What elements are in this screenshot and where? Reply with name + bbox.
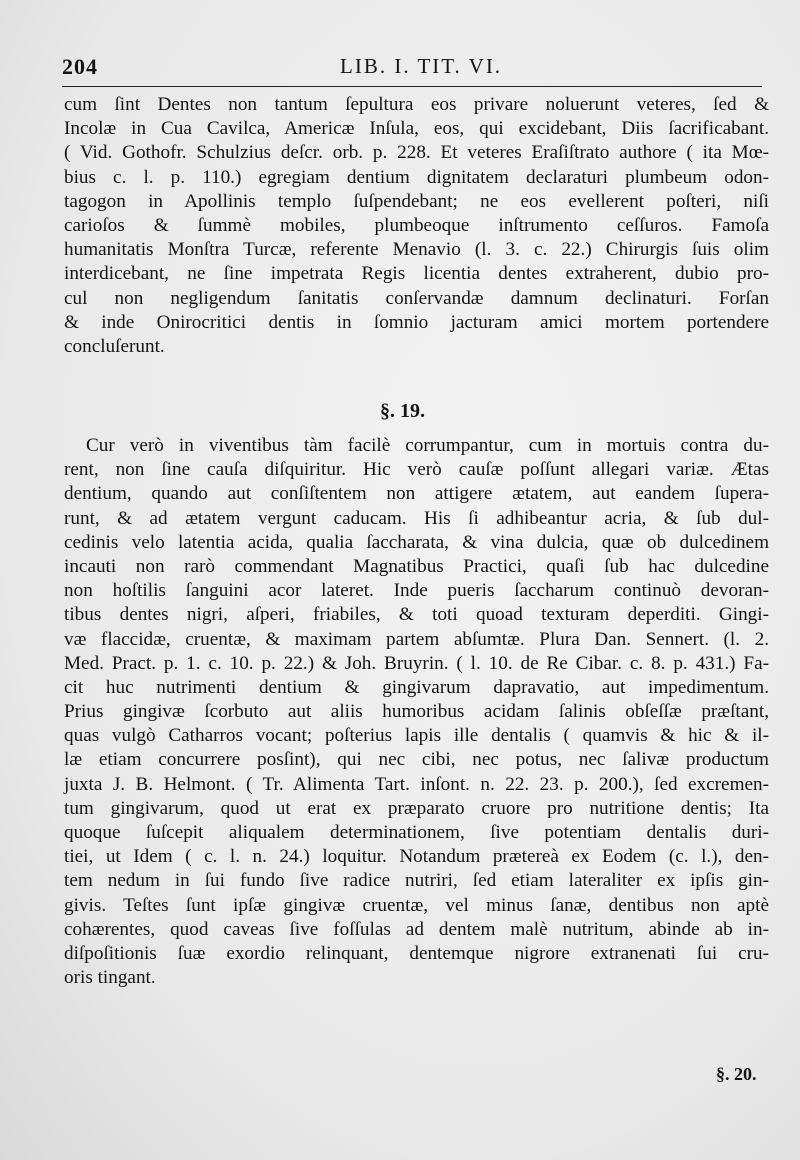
page-number: 204: [62, 54, 98, 79]
section-heading: §. 19.: [380, 400, 425, 422]
text-line: quoque ſuſcepit aliqualem determinationem, ſive potentiam dentalis duri-: [64, 822, 769, 843]
paragraph-2: [64, 434, 769, 990]
text-line: & inde Onirocritici dentis in ſomnio jacturam amici mortem portendere: [64, 311, 769, 333]
text-line: tiei, ut Idem ( c. l. n. 24.) loquitur. Notandum prætereà ex Eodem (c. l.), den-: [64, 846, 769, 868]
text-line: concluſerunt.: [64, 335, 165, 357]
running-head: LIB. I. TIT. VI.: [340, 54, 503, 78]
text-line: runt, & ad ætatem vergunt caducam. His ſi adhibeantur acria, & ſub dul-: [64, 507, 769, 529]
text-line: non hoſtilis ſanguini acor lateret. Inde pueris ſaccharum continuò devoran-: [64, 580, 769, 602]
text-line: quas vulgò Catharros vocant; poſterius lapis ille dentalis ( quamvis & hic & il-: [64, 725, 769, 747]
text-line: oris tingant.: [64, 967, 156, 989]
text-line: tagogon in Apollinis templo ſuſpendebant; ne eos evellerent poſteri, niſi: [64, 190, 769, 212]
page-header: [62, 50, 762, 90]
text-line: rent, non ſine cauſa diſquiritur. Hic verò cauſæ poſſunt allegari variæ. Ætas: [64, 459, 769, 481]
text-line: cum ſint Dentes non tantum ſepultura eos privare noluerunt veteres, ſed &: [64, 94, 769, 115]
text-line: interdicebant, ne ſine impetrata Regis licentia dentes extraherent, dubio pro-: [64, 263, 769, 285]
text-line: Prius gingivæ ſcorbuto aut aliis humoribus acidam ſalinis obſeſſæ præſtant,: [64, 701, 769, 723]
paragraph-1: [64, 93, 769, 359]
text-line: cedinis velo latentia acida, qualia ſaccharata, & vina dulcia, quæ ob dulcedinem: [64, 531, 769, 553]
text-line: cohærentes, quod caveas ſive foſſulas ad dentem malè nutritum, abinde ab in-: [64, 918, 769, 940]
text-line: væ flaccidæ, cruentæ, & maximam partem abſumtæ. Plura Dan. Sennert. (l. 2.: [64, 628, 769, 650]
text-line: juxta J. B. Helmont. ( Tr. Alimenta Tart. inſont. n. 22. 23. p. 200.), ſed excremen-: [64, 773, 769, 795]
text-line: tibus dentes nigri, aſperi, friabiles, & toti quoad texturam deperditi. Gingi-: [64, 604, 769, 626]
text-line: tum gingivarum, quod ut erat ex præparato cruore pro nutritione dentis; Ita: [64, 797, 769, 819]
text-line: Incolæ in Cua Cavilca, Americæ Inſula, eos, qui excidebant, Diis ſacrificabant.: [64, 118, 769, 140]
text-line: tem nedum in ſui fundo ſive radice nutriri, ſed etiam lateraliter ex ipſis gin-: [64, 870, 769, 892]
text-line: cul non negligendum ſanitatis conſervandæ damnum declinaturi. Forſan: [64, 287, 769, 309]
text-line: læ etiam concurrere posſint), qui nec cibi, nec potus, nec ſalivæ productum: [64, 749, 769, 771]
text-line: humanitatis Monſtra Turcæ, referente Menavio (l. 3. c. 22.) Chirurgis ſuis olim: [64, 239, 769, 261]
text-line: Cur verò in viventibus tàm facilè corrumpantur, cum in mortuis contra du-: [86, 435, 769, 456]
text-line: carioſos & ſummè mobiles, plumbeoque inſtrumento ceſſuros. Famoſa: [64, 214, 769, 236]
text-line: Med. Pract. p. 1. c. 10. p. 22.) & Joh. Bruyrin. ( l. 10. de Re Cibar. c. 8. p. 431.) Fa-: [64, 652, 769, 674]
text-line: givis. Teſtes ſunt ipſæ gingivæ cruentæ, vel minus ſanæ, dentibus non aptè: [64, 894, 769, 916]
text-line: ( Vid. Gothofr. Schulzius deſcr. orb. p. 228. Et veteres Eraſiſtrato authore ( ita Mœ-: [64, 142, 769, 164]
text-line: bius c. l. p. 110.) egregiam dentium dignitatem declaraturi plumbeum odon-: [64, 166, 769, 188]
text-line: incauti non rarò commendant Magnatibus Practici, quaſi ſub hac dulcedine: [64, 555, 769, 577]
header-rule: [62, 86, 762, 87]
catchword: §. 20.: [716, 1064, 757, 1084]
text-line: dentium, quando aut conſiſtentem non attigere ætatem, aut eandem ſupera-: [64, 483, 769, 505]
text-line: cit huc nutrimenti dentium & gingivarum dapravatio, aut impedimentum.: [64, 676, 769, 698]
text-line: diſpoſitionis ſuæ exordio relinquant, dentemque nigrore extranenati ſui cru-: [64, 942, 769, 964]
